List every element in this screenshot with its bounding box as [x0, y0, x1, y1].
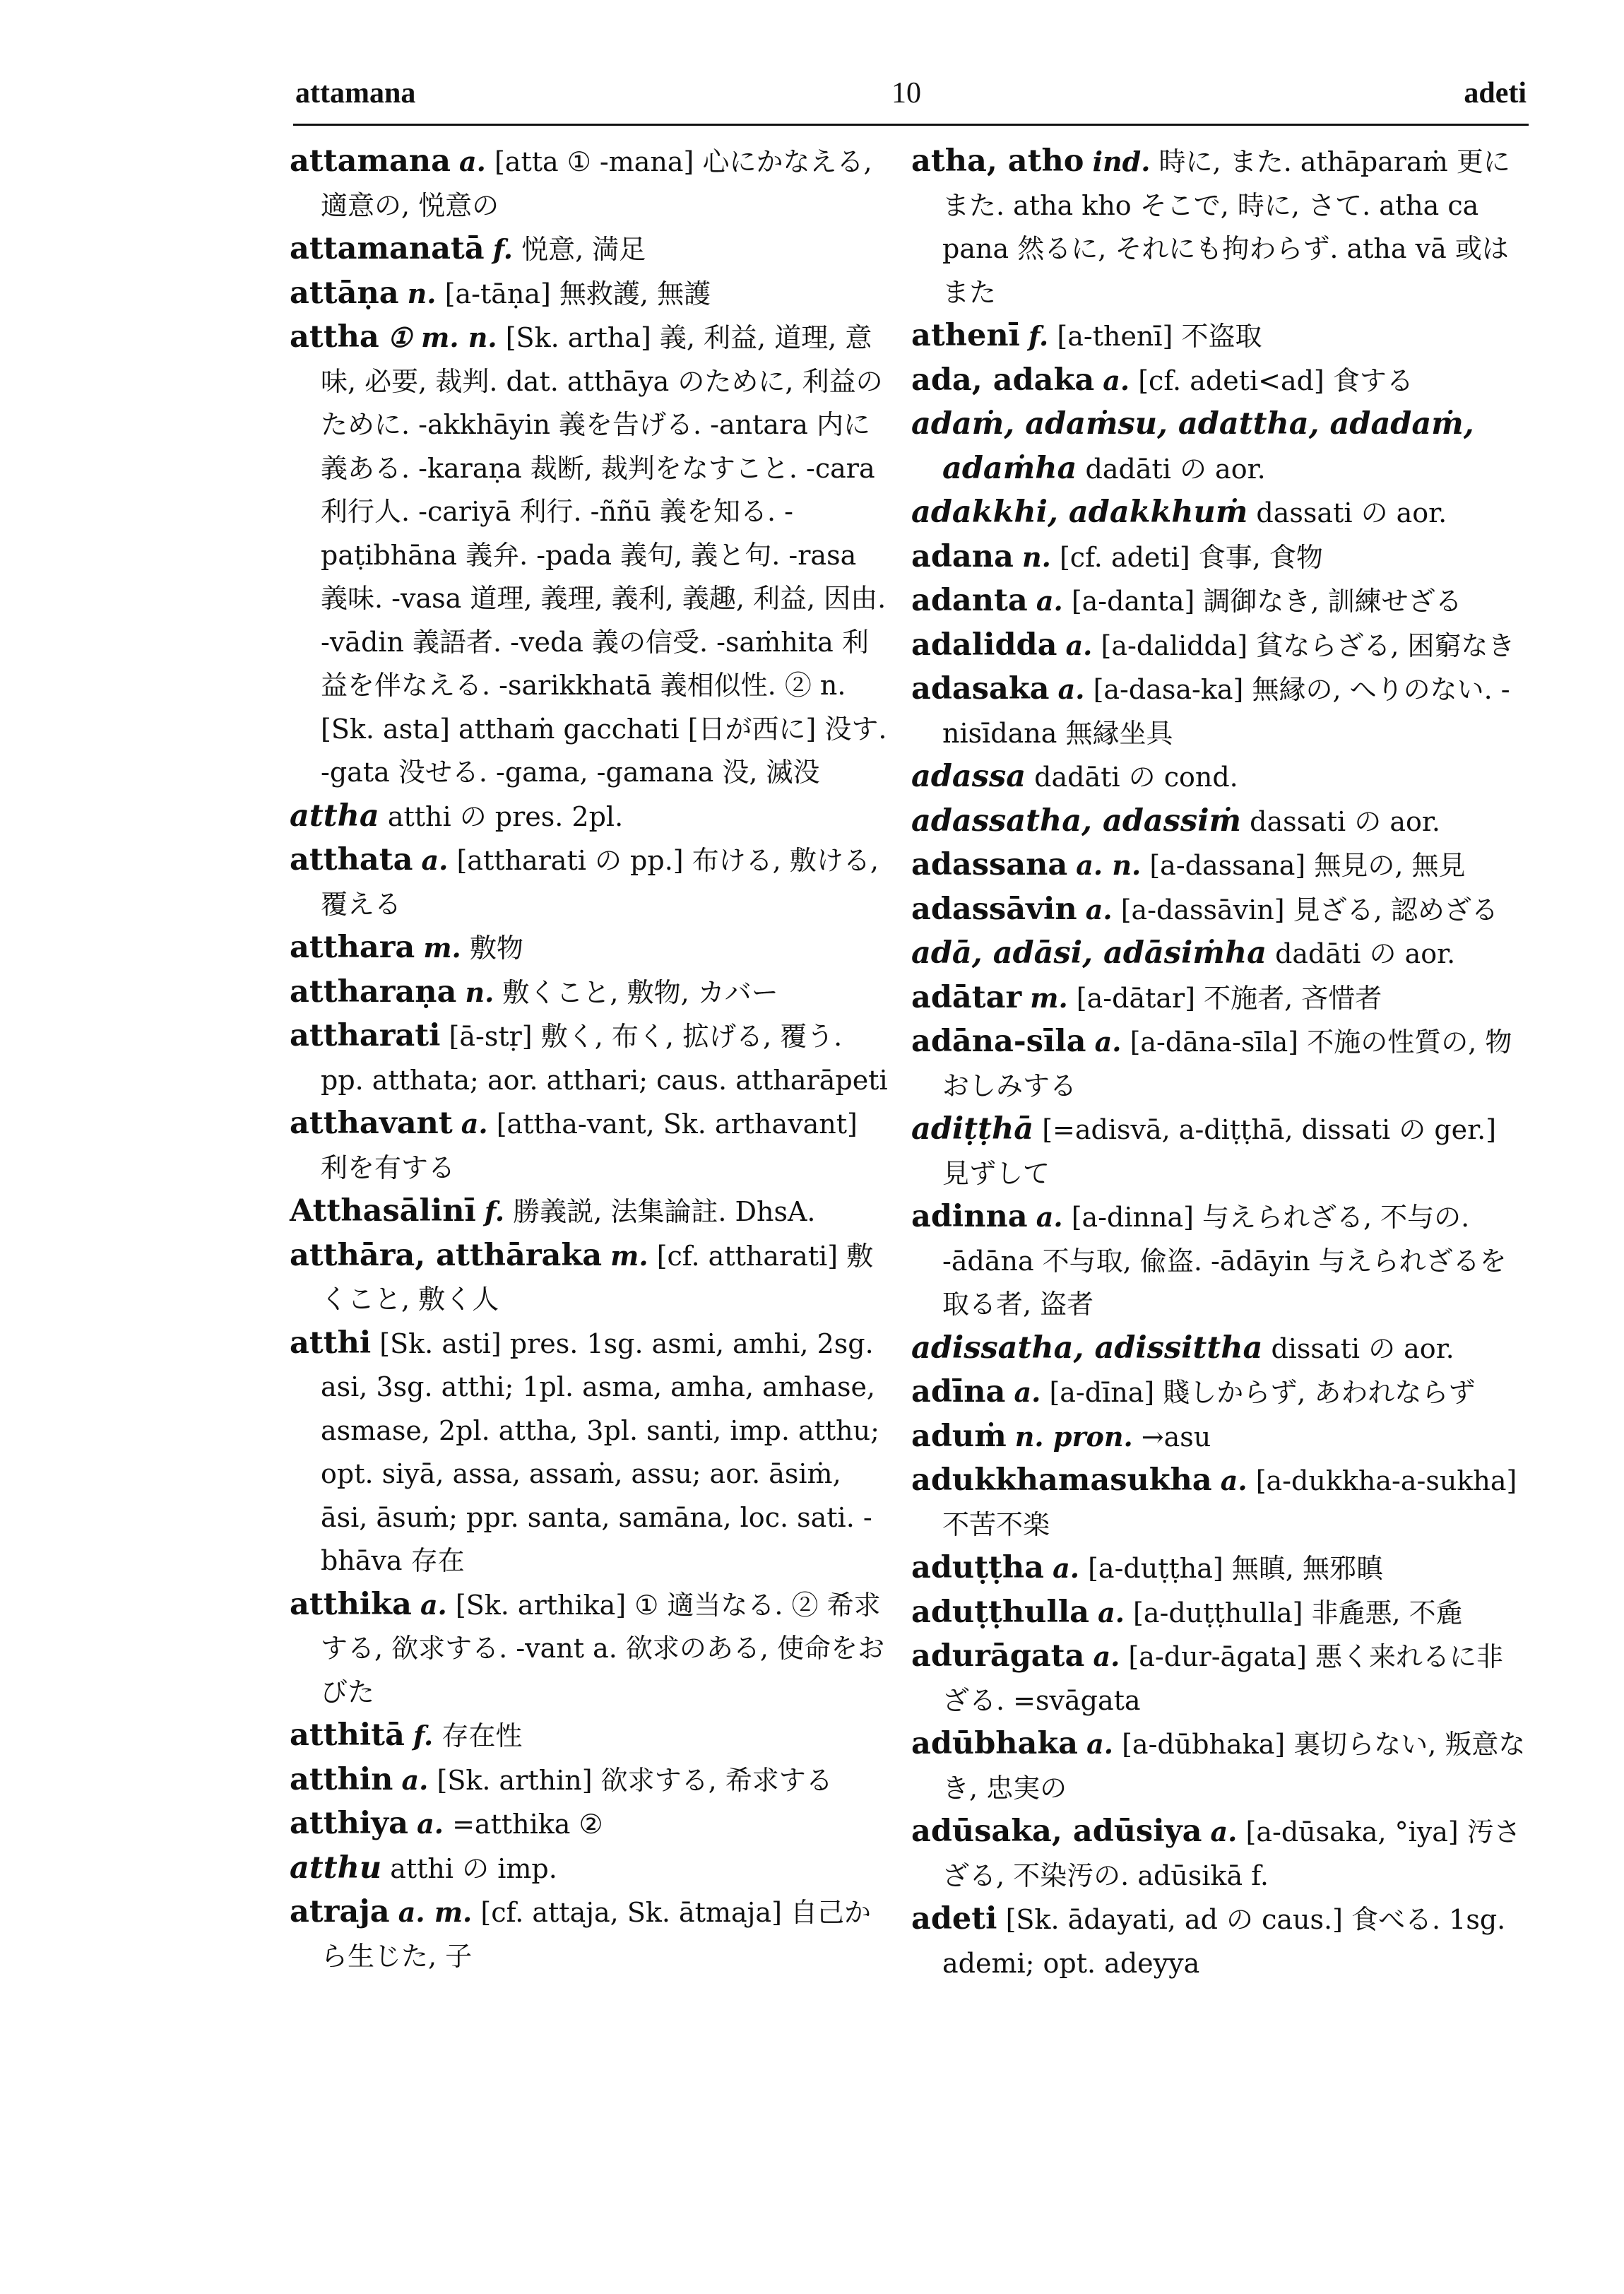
dictionary-entry: [911, 403, 1526, 491]
entry-headword: atthika: [290, 1586, 412, 1622]
entry-grammar: a.: [459, 146, 486, 177]
dictionary-entry: [911, 1898, 1526, 1985]
dictionary-entry: [911, 1195, 1526, 1327]
entry-definition: dadāti の aor.: [1275, 938, 1456, 969]
entry-headword: adā, adāsi, adāsiṁha: [911, 935, 1267, 971]
entry-definition: [Sk. artha] 義, 利益, 道理, 意味, 必要, 裁判. dat. atthāya のために, 利益のために. -akkhāyin 義を告げる. -antara 内に義ある. -karaṇa 裁断, 裁判をなすこと. -cara 利行人. -cariyā 利行. -ññū 義を知る. -paṭibhāna 義弁. -pada 義句, 義と句. -rasa 義味. -vasa 道理, 義理, 義利, 義趣, 利益, 因由. -vādin 義語者. -veda 義の信受. -saṁhita 利益を伴なえる. -sarikkhatā 義相似性. ② n. [Sk. asta] atthaṁ gacchati [日が西に] 没す. -gata 没せる. -gama, -gamana 没, 滅没: [321, 322, 887, 788]
entry-grammar: n. pron.: [1014, 1420, 1133, 1453]
dictionary-entry: [290, 1802, 890, 1847]
entry-headword: adukkhamasukha: [911, 1462, 1212, 1498]
entry-headword: adassatha, adassiṁ: [911, 803, 1242, 839]
entry-headword: adakkhi, adakkhuṁ: [911, 495, 1248, 530]
entry-grammar: m.: [1030, 981, 1068, 1014]
header-rule: [293, 124, 1529, 126]
entry-definition: [a-dāna-sīla] 不施の性質の, 物おしみする: [942, 1027, 1512, 1101]
entry-definition: 敷くこと, 敷物, カバー: [502, 976, 778, 1008]
entry-definition: atthi の imp.: [390, 1852, 557, 1884]
entry-definition: [ā-stṛ] 敷く, 布く, 拡げる, 覆う. pp. atthata; aor. atthari; caus. attharāpeti: [321, 1021, 888, 1096]
entry-headword: adiṭṭhā: [911, 1111, 1034, 1147]
entry-definition: [a-dassana] 無見の, 無見: [1149, 850, 1466, 881]
entry-headword: adeti: [911, 1901, 997, 1937]
entry-grammar: a. n.: [1076, 849, 1142, 881]
entry-definition: [attharati の pp.] 布ける, 敷ける, 覆える: [321, 845, 879, 920]
entry-grammar: ① m. n.: [387, 321, 497, 353]
dictionary-entry: [911, 536, 1526, 580]
entry-headword: aduṭṭhulla: [911, 1594, 1089, 1630]
dictionary-entry: [911, 359, 1526, 403]
entry-grammar: a.: [1220, 1465, 1247, 1496]
entry-grammar: a.: [1086, 1728, 1113, 1760]
entry-grammar: a.: [1085, 893, 1113, 926]
entry-headword: atthata: [290, 842, 413, 877]
entry-definition: [a-dukkha-a-sukha] 不苦不楽: [942, 1465, 1517, 1540]
entry-headword: adūbhaka: [911, 1726, 1079, 1761]
page-number: 10: [891, 77, 921, 110]
dictionary-entry: [911, 1108, 1526, 1195]
dictionary-entry: [911, 314, 1526, 359]
entry-definition: dissati の aor.: [1271, 1332, 1454, 1364]
entry-headword: atthiya: [290, 1806, 409, 1841]
entry-headword: atthin: [290, 1761, 393, 1797]
entry-grammar: a.: [420, 1588, 447, 1621]
dictionary-entry: [911, 668, 1526, 755]
running-head-right: adeti: [1464, 77, 1527, 110]
entry-grammar: a.: [1057, 673, 1085, 705]
entry-grammar: a.: [1036, 1201, 1063, 1233]
dictionary-entry: [911, 1415, 1526, 1460]
entry-grammar: f.: [1029, 320, 1049, 352]
entry-grammar: f.: [413, 1720, 434, 1751]
entry-grammar: a. m.: [398, 1896, 473, 1928]
entry-definition: [a-thenī] 不盗取: [1057, 321, 1262, 352]
entry-definition: [cf. attaja, Sk. ātmaja] 自己から生じた, 子: [321, 1897, 871, 1972]
entry-definition: [a-dinna] 与えられざる, 不与の. -ādāna 不与取, 偸盗. -ādāyin 与えられざるを取る者, 盗者: [942, 1202, 1507, 1320]
entry-headword: atthu: [290, 1850, 382, 1886]
dictionary-entry: [290, 839, 890, 926]
entry-headword: adīna: [911, 1374, 1006, 1409]
entry-definition: [cf. adeti<ad] 食する: [1138, 365, 1413, 396]
entry-grammar: n.: [407, 277, 437, 309]
entry-grammar: ind.: [1092, 146, 1151, 177]
entry-headword: adasaka: [911, 671, 1050, 706]
entry-headword: adassa: [911, 759, 1026, 794]
dictionary-entry: [290, 971, 890, 1015]
entry-headword: adissatha, adissittha: [911, 1330, 1263, 1366]
entry-definition: 敷物: [469, 933, 523, 964]
dictionary-entry: [911, 755, 1526, 800]
dictionary-entry: [290, 1190, 890, 1234]
entry-headword: attāṇa: [290, 275, 399, 311]
entry-definition: dadāti の cond.: [1034, 762, 1238, 793]
entry-grammar: f.: [492, 233, 513, 265]
entry-definition: [a-dātar] 不施者, 吝惜者: [1076, 982, 1382, 1014]
dictionary-entry: [911, 844, 1526, 888]
dictionary-entry: [290, 1758, 890, 1803]
entry-definition: [attha-vant, Sk. arthavant] 利を有する: [321, 1108, 858, 1183]
entry-definition: [Sk. arthin] 欲求する, 希求する: [437, 1764, 833, 1796]
entry-grammar: a.: [401, 1763, 429, 1796]
entry-grammar: a.: [1093, 1640, 1120, 1672]
entry-definition: [=adisvā, a-diṭṭhā, dissati の ger.] 見ずして: [942, 1114, 1497, 1189]
dictionary-entry: [911, 1635, 1526, 1722]
entry-definition: [a-duṭṭhulla] 非麁悪, 不麁: [1133, 1597, 1463, 1628]
running-head-left: attamana: [295, 77, 416, 110]
entry-definition: [Sk. ādayati, ad の caus.] 食べる. 1sg. ademi; opt. adeyya: [942, 1904, 1506, 1979]
entry-definition: dassati の aor.: [1250, 805, 1440, 837]
entry-headword: attha: [290, 319, 379, 355]
entry-headword: Atthasālinī: [290, 1193, 476, 1229]
right-column: [911, 140, 1526, 1985]
dictionary-entry: [911, 932, 1526, 976]
entry-definition: [a-tāṇa] 無救護, 無護: [444, 278, 711, 309]
entry-headword: aduṁ: [911, 1418, 1007, 1454]
entry-definition: [a-dur-āgata] 悪く来れるに非ざる. =svāgata: [942, 1641, 1504, 1716]
dictionary-entry: [911, 1591, 1526, 1636]
dictionary-entry: [290, 926, 890, 971]
dictionary-entry: [290, 1322, 890, 1583]
entry-headword: atthara: [290, 930, 415, 965]
dictionary-entry: [290, 1234, 890, 1322]
entry-headword: adinna: [911, 1199, 1028, 1234]
entry-grammar: a.: [1053, 1552, 1079, 1584]
entry-definition: dadāti の aor.: [1085, 453, 1266, 485]
entry-grammar: n.: [1022, 540, 1051, 573]
dictionary-entry: [290, 316, 890, 795]
entry-definition: [a-dasa-ka] 無縁の, へりのない. -nisīdana 無縁坐具: [942, 674, 1510, 749]
entry-grammar: a.: [1210, 1816, 1238, 1847]
dictionary-entry: [290, 1847, 890, 1891]
entry-headword: attha: [290, 798, 379, 834]
entry-headword: attharaṇa: [290, 974, 457, 1010]
entry-definition: atthi の pres. 2pl.: [387, 800, 624, 832]
entry-grammar: a.: [417, 1808, 444, 1840]
entry-grammar: a.: [1098, 1596, 1125, 1628]
entry-grammar: m.: [423, 932, 461, 964]
entry-grammar: a.: [421, 844, 449, 876]
dictionary-entry: [911, 1459, 1526, 1547]
entry-definition: [a-dūsaka, °iya] 汚さざる, 不染汚の. adūsikā f.: [942, 1816, 1521, 1891]
entry-grammar: a.: [1036, 585, 1063, 617]
entry-headword: attamana: [290, 143, 451, 179]
entry-definition: [atta ① -mana] 心にかなえる, 適意の, 悦意の: [321, 146, 872, 221]
entry-definition: 時に, また. athāparaṁ 更にまた. atha kho そこで, 時に, さて. atha ca pana 然るに, それにも拘わらず. atha vā 或はまた: [942, 146, 1510, 308]
dictionary-entry: [911, 976, 1526, 1021]
entry-grammar: a.: [1014, 1376, 1041, 1408]
entry-grammar: a.: [1094, 1026, 1122, 1058]
entry-headword: adassana: [911, 847, 1068, 882]
dictionary-entry: [911, 1547, 1526, 1591]
entry-headword: atthavant: [290, 1106, 453, 1141]
entry-headword: adurāgata: [911, 1638, 1085, 1674]
dictionary-entry: [911, 1371, 1526, 1415]
entry-headword: attamanatā: [290, 231, 485, 266]
left-column: [290, 140, 890, 1978]
entry-definition: [cf. adeti] 食事, 食物: [1059, 541, 1323, 573]
entry-definition: [Sk. asti] pres. 1sg. asmi, amhi, 2sg. asi, 3sg. atthi; 1pl. asma, amha, amhase, asmase, 2pl. attha, 3pl. santi, imp. atthu; opt. siyā, assa, assaṁ, assu; aor. āsiṁ, āsi, āsuṁ; ppr. santa, samāna, loc. sati. -bhāva 存在: [321, 1328, 879, 1576]
entry-headword: atthāra, atthāraka: [290, 1237, 603, 1273]
dictionary-entry: [290, 1583, 890, 1715]
dictionary-entry: [290, 272, 890, 317]
entry-definition: →asu: [1141, 1421, 1211, 1453]
entry-headword: adanta: [911, 583, 1028, 618]
entry-grammar: n.: [465, 976, 494, 1008]
entry-definition: [a-dīna] 賤しからず, あわれならず: [1049, 1377, 1476, 1408]
entry-headword: athenī: [911, 318, 1020, 353]
entry-definition: dassati の aor.: [1256, 497, 1447, 528]
dictionary-entry: [911, 1327, 1526, 1371]
dictionary-entry: [911, 140, 1526, 314]
dictionary-entry: [911, 888, 1526, 933]
entry-grammar: f.: [484, 1195, 505, 1227]
dictionary-entry: [290, 795, 890, 839]
entry-headword: aduṭṭha: [911, 1550, 1045, 1585]
entry-headword: adassāvin: [911, 891, 1077, 927]
entry-definition: [a-dūbhaka] 裏切らない, 叛意なき, 忠実の: [942, 1729, 1526, 1804]
entry-headword: adalidda: [911, 627, 1057, 663]
entry-headword: adaṁ, adaṁsu, adattha, adadaṁ, adaṁha: [911, 406, 1474, 486]
dictionary-entry: [290, 1714, 890, 1758]
entry-definition: 悦意, 満足: [521, 234, 646, 265]
dictionary-entry: [911, 624, 1526, 668]
dictionary-entry: [290, 1891, 890, 1978]
dictionary-entry: [290, 1102, 890, 1190]
entry-definition: [a-dassāvin] 見ざる, 認めざる: [1120, 894, 1498, 926]
entry-grammar: a.: [1103, 364, 1130, 396]
dictionary-entry: [911, 1810, 1526, 1898]
dictionary-entry: [290, 140, 890, 227]
entry-definition: =atthika ②: [452, 1809, 603, 1840]
dictionary-entry: [911, 491, 1526, 536]
dictionary-entry: [911, 579, 1526, 624]
entry-headword: adūsaka, adūsiya: [911, 1814, 1202, 1849]
entry-grammar: m.: [610, 1239, 648, 1272]
entry-definition: [a-dalidda] 貧ならざる, 困窮なき: [1101, 629, 1515, 661]
entry-headword: adāna-sīla: [911, 1024, 1086, 1059]
entry-headword: atha, atho: [911, 143, 1084, 179]
entry-headword: attharati: [290, 1018, 441, 1053]
entry-definition: [a-danta] 調御なき, 訓練せざる: [1071, 586, 1462, 617]
entry-definition: 存在性: [441, 1720, 523, 1751]
entry-grammar: a.: [1065, 629, 1093, 661]
entry-definition: [a-duṭṭha] 無瞋, 無邪瞋: [1088, 1553, 1383, 1584]
dictionary-entry: [911, 1722, 1526, 1810]
entry-headword: atthitā: [290, 1717, 405, 1753]
entry-grammar: a.: [461, 1108, 488, 1140]
entry-headword: ada, adaka: [911, 362, 1095, 398]
entry-definition: [Sk. arthika] ① 適当なる. ② 希求する, 欲求する. -vant a. 欲求のある, 使命をおびた: [321, 1589, 885, 1708]
dictionary-entry: [911, 800, 1526, 844]
dictionary-entry: [911, 1020, 1526, 1108]
entry-headword: atthi: [290, 1325, 372, 1361]
entry-headword: atraja: [290, 1894, 390, 1929]
entry-headword: adana: [911, 538, 1014, 574]
entry-definition: 勝義説, 法集論註. DhsA.: [513, 1196, 816, 1227]
entry-definition: [cf. attharati] 敷くこと, 敷く人: [321, 1240, 874, 1315]
dictionary-entry: [290, 1015, 890, 1102]
entry-headword: adātar: [911, 979, 1022, 1015]
dictionary-entry: [290, 227, 890, 272]
